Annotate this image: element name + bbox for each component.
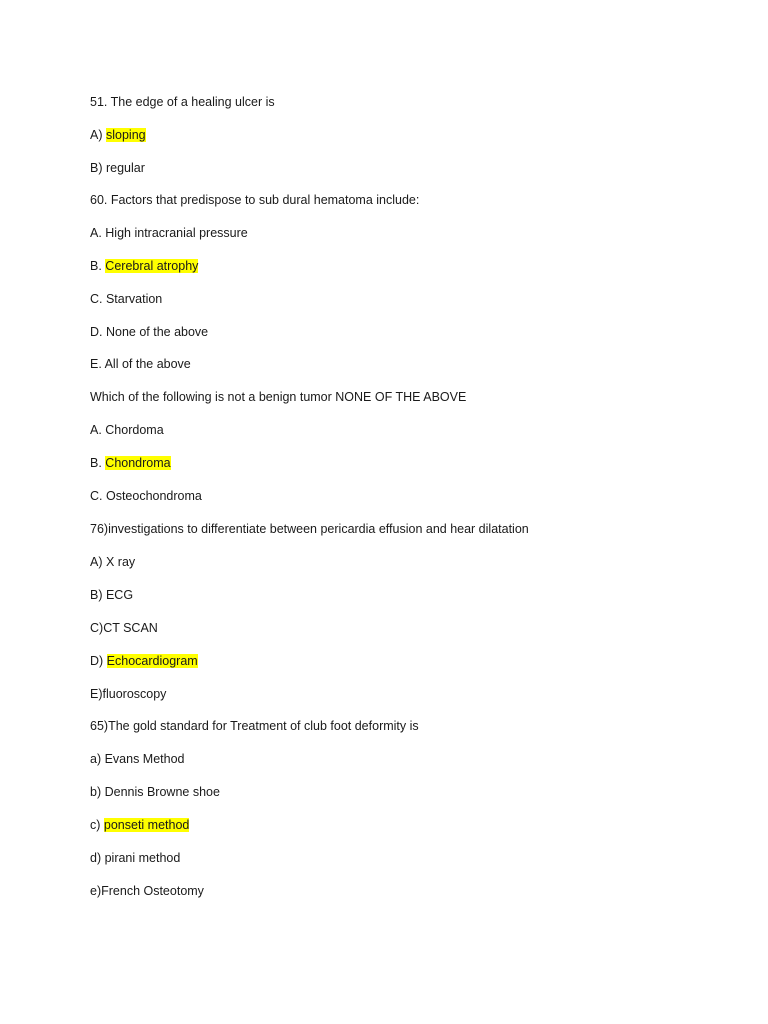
option-a-chordoma: [90, 422, 164, 438]
highlighted-answer: Cerebral atrophy: [105, 259, 199, 273]
option-c-ponseti: [90, 817, 189, 833]
line-text: B) ECG: [90, 588, 134, 602]
line-text: B.: [90, 259, 106, 273]
option-b-regular: [90, 160, 145, 176]
line-text: E)fluoroscopy: [90, 687, 167, 701]
line-text: C. Starvation: [90, 292, 163, 306]
highlighted-answer: Echocardiogram: [106, 654, 198, 668]
option-a-evans: [90, 751, 185, 767]
option-a-intracranial: [90, 225, 248, 241]
line-text: C)CT SCAN: [90, 621, 158, 635]
line-text: 51. The edge of a healing ulcer is: [90, 95, 275, 109]
line-text: E. All of the above: [90, 357, 191, 371]
line-text: D): [90, 654, 107, 668]
option-b-cerebral-atrophy: [90, 258, 198, 274]
option-c-osteochondroma: [90, 488, 202, 504]
line-text: c): [90, 818, 104, 832]
line-text: 60. Factors that predispose to sub dural hematoma include:: [90, 193, 420, 207]
line-text: A): [90, 128, 106, 142]
line-text: e)French Osteotomy: [90, 884, 204, 898]
question-benign-tumor: [90, 389, 466, 405]
option-b-ecg: [90, 587, 133, 603]
option-e-fluoroscopy: [90, 686, 166, 702]
question-60: [90, 192, 419, 208]
line-text: A. Chordoma: [90, 423, 164, 437]
line-text: A) X ray: [90, 555, 136, 569]
option-d-echocardiogram: [90, 653, 198, 669]
option-e-all: [90, 356, 191, 372]
option-e-french-osteotomy: [90, 883, 204, 899]
line-text: D. None of the above: [90, 325, 209, 339]
line-text: 76)investigations to differentiate between pericardia effusion and hear dilatation: [90, 522, 529, 536]
highlighted-answer: Chondroma: [105, 456, 171, 470]
line-text: C. Osteochondroma: [90, 489, 202, 503]
line-text: Which of the following is not a benign tumor NONE OF THE ABOVE: [90, 390, 467, 404]
line-text: d) pirani method: [90, 851, 181, 865]
question-51: [90, 94, 275, 110]
option-d-none: [90, 324, 208, 340]
option-b-dennis-browne: [90, 784, 220, 800]
line-text: B.: [90, 456, 106, 470]
line-text: 65)The gold standard for Treatment of club foot deformity is: [90, 719, 419, 733]
option-a-sloping: [90, 127, 146, 143]
option-c-ct-scan: [90, 620, 158, 636]
highlighted-answer: sloping: [105, 128, 146, 142]
line-text: b) Dennis Browne shoe: [90, 785, 220, 799]
option-c-starvation: [90, 291, 162, 307]
line-text: a) Evans Method: [90, 752, 185, 766]
line-text: B) regular: [90, 161, 145, 175]
line-text: A. High intracranial pressure: [90, 226, 248, 240]
highlighted-answer: ponseti method: [103, 818, 190, 832]
question-65: [90, 718, 419, 734]
option-b-chondroma: [90, 455, 171, 471]
question-76: [90, 521, 529, 537]
option-a-xray: [90, 554, 135, 570]
option-d-pirani: [90, 850, 180, 866]
